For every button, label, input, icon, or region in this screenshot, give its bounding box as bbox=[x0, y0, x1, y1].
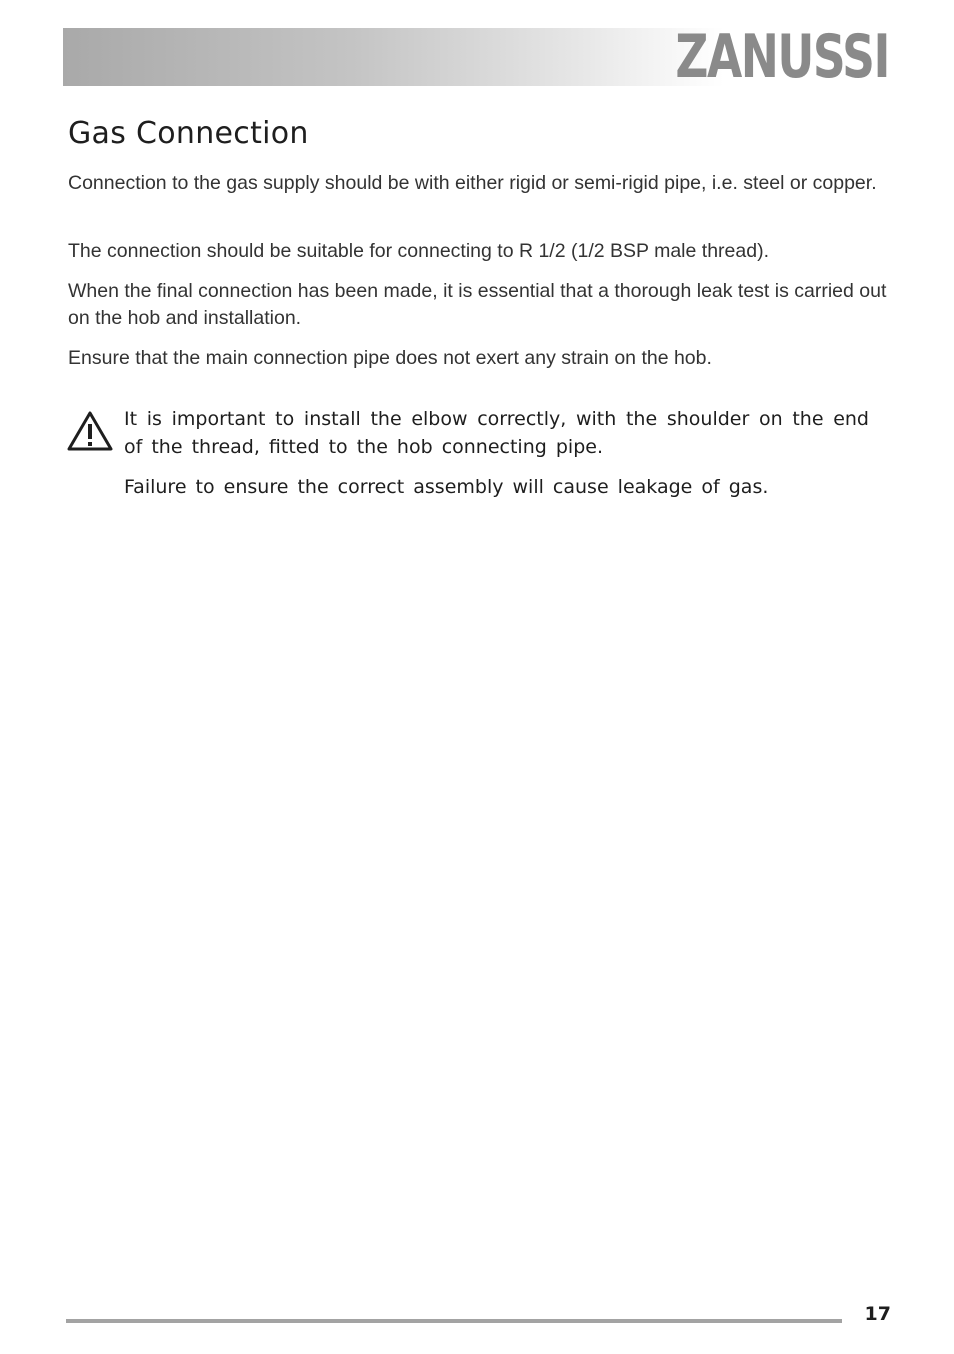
brand-logo: ZANUSSI bbox=[675, 22, 889, 92]
header-bar bbox=[63, 22, 889, 92]
warning-elbow-installation: It is important to install the elbow correctly, with the shoulder on the end of the thread, fitted to the hob connecting pipe. bbox=[124, 408, 869, 458]
paragraph-pipe-type: Connection to the gas supply should be with either rigid or semi-rigid pipe, i.e. steel or copper. bbox=[68, 172, 877, 194]
paragraph-leak-test: When the final connection has been made, it is essential that a thorough leak test is carried out on the hob and installation. bbox=[68, 280, 887, 329]
footer-rule bbox=[66, 1319, 842, 1323]
warning-triangle-icon bbox=[66, 410, 114, 452]
page-title: Gas Connection bbox=[68, 116, 309, 151]
paragraph-pipe-strain: Ensure that the main connection pipe does not exert any strain on the hob. bbox=[68, 347, 712, 369]
warning-leakage: Failure to ensure the correct assembly will cause leakage of gas. bbox=[124, 476, 769, 498]
paragraph-thread-size: The connection should be suitable for connecting to R 1/2 (1/2 BSP male thread). bbox=[68, 240, 769, 262]
page-number: 17 bbox=[864, 1303, 891, 1325]
